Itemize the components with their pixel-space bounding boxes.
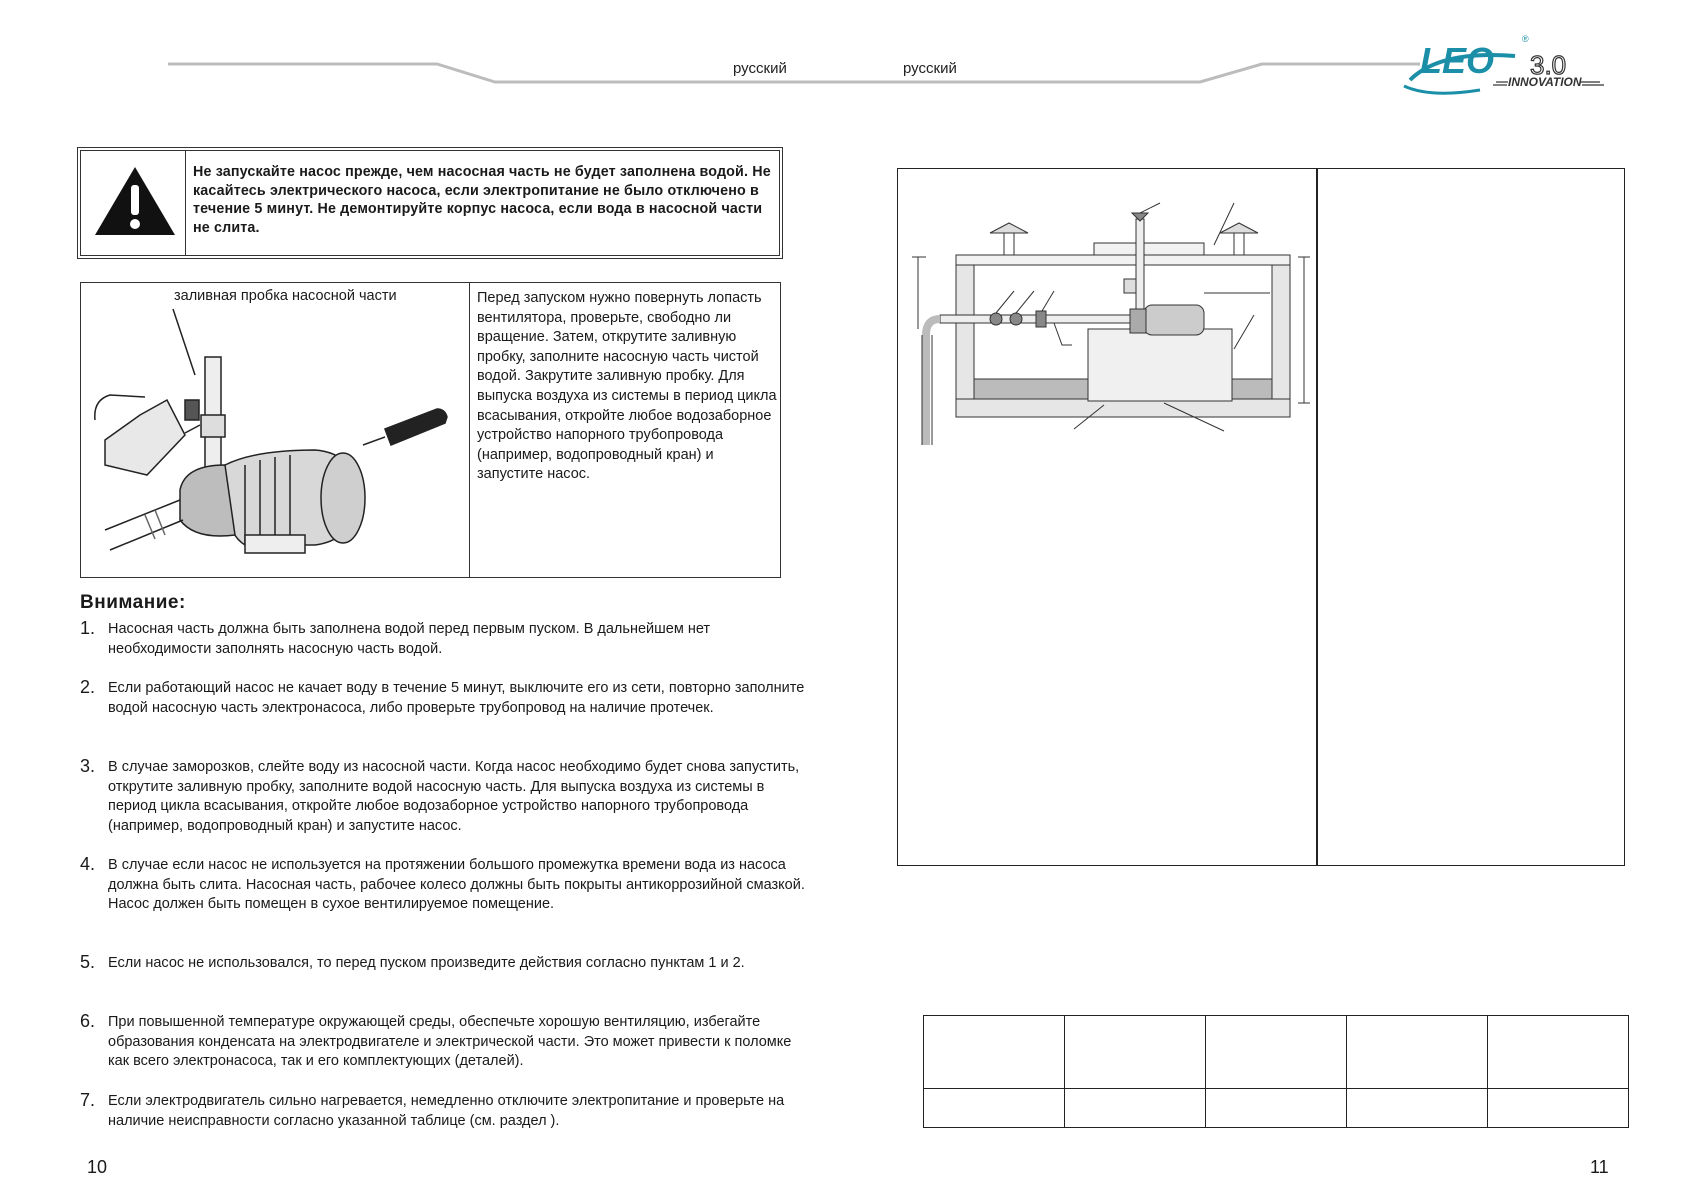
list-item-text: При повышенной температуре окружающей среды, обеспечьте хорошую вентиляцию, избегайте образования конденсата на электродвигателе и электрической части. Это может привести к поломке как всего электронасоса, так и его комплектующих (деталей). xyxy=(108,1014,792,1070)
list-item-number: 6. xyxy=(80,1011,96,1031)
table-cell xyxy=(924,1089,1065,1128)
installation-diagram xyxy=(904,199,1312,449)
priming-divider xyxy=(469,283,470,577)
priming-plug-label: заливная пробка насосной части xyxy=(174,288,397,304)
table-cell xyxy=(1488,1089,1629,1128)
table-cell xyxy=(1065,1016,1206,1089)
header-language-left: русский xyxy=(733,60,787,77)
warning-text: Не запускайте насос прежде, чем насосная часть не будет заполнена водой. Не касайтесь электрического насоса, если электропитание не было отключено в течение 5 минут. Не демонтируйте корпус насоса, если вода в насосной части не слита. xyxy=(193,164,771,236)
list-item-text: В случае заморозков, слейте воду из насосной части. Когда насос необходимо будет снова запустить, открутите заливную пробку, заполните водой насосную часть. Для выпуска воздуха из системы в период цикла всасывания, откройте любое водозаборное устройство напорного трубопровода (например, водопроводный кран) и запустите насос. xyxy=(108,759,800,834)
table-cell xyxy=(1347,1089,1488,1128)
list-item-number: 5. xyxy=(80,952,96,972)
table-row xyxy=(924,1089,1629,1128)
table-cell xyxy=(1488,1016,1629,1089)
list-item-number: 4. xyxy=(80,854,96,874)
page-number-left: 10 xyxy=(87,1157,108,1177)
pump-priming-illustration xyxy=(85,305,465,573)
table-cell xyxy=(1347,1016,1488,1089)
page-number-right: 11 xyxy=(1590,1157,1609,1177)
logo-registered: ® xyxy=(1522,34,1529,44)
list-item-number: 1. xyxy=(80,618,96,638)
logo-brand: LEO xyxy=(1420,40,1495,81)
installation-figure-box xyxy=(897,168,1625,866)
table-cell xyxy=(1206,1016,1347,1089)
list-item-number: 7. xyxy=(80,1090,96,1110)
table-cell xyxy=(1065,1089,1206,1128)
warning-triangle-icon xyxy=(93,165,177,237)
list-item-text: Если работающий насос не качает воду в течение 5 минут, выключите его из сети, повторно заполните водой насосную часть электронасоса, либо проверьте трубопровод на наличие протечек. xyxy=(108,680,805,716)
list-item-text: Если насос не использовался, то перед пуском произведите действия согласно пунктам 1 и 2. xyxy=(108,955,745,971)
list-item-text: Если электродвигатель сильно нагревается, немедленно отключите электропитание и проверьте на наличие неисправности согласно указанной таблице (см. раздел ). xyxy=(108,1093,785,1129)
attention-title: Внимание: xyxy=(80,592,186,613)
list-item-text: В случае если насос не используется на протяжении большого промежутка времени вода из насоса должна быть слита. Насосная часть, рабочее колесо должны быть покрыты антикоррозийной смазкой. Насос должен быть помещен в сухое вентилируемое помещение. xyxy=(108,857,805,913)
logo-tagline: INNOVATION xyxy=(1508,75,1582,89)
list-item-number: 2. xyxy=(80,677,96,697)
header-language-right: русский xyxy=(903,60,957,77)
brand-logo xyxy=(1400,28,1620,98)
priming-box xyxy=(80,282,781,578)
list-item-text: Насосная часть должна быть заполнена водой перед первым пуском. В дальнейшем нет необходимости заполнять насосную часть водой. xyxy=(108,621,711,657)
data-table xyxy=(923,1015,1629,1128)
table-cell xyxy=(924,1016,1065,1089)
list-item-number: 3. xyxy=(80,756,96,776)
priming-instructions: Перед запуском нужно повернуть лопасть вентилятора, проверьте, свободно ли вращение. Затем, открутите заливную пробку, заполните насосную часть чистой водой. Закрутите заливную пробку. Для выпуска воздуха из системы в период цикла всасывания, откройте любое водозаборное устройство напорного трубопровода (например, водопроводный кран) и запустите насос. xyxy=(477,290,777,483)
figure-divider xyxy=(1316,169,1318,865)
warning-box xyxy=(80,150,780,256)
table-cell xyxy=(1206,1089,1347,1128)
warning-icon-cell xyxy=(81,151,186,255)
logo-version: 3.0 xyxy=(1530,50,1567,80)
table-row xyxy=(924,1016,1629,1089)
